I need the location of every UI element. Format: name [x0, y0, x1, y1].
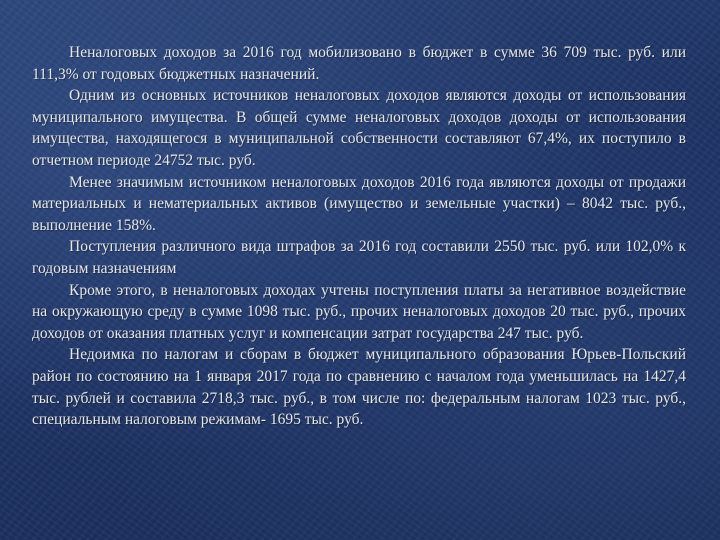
paragraph-tax-arrears: Недоимка по налогам и сборам в бюджет муниципального образования Юрьев-Польский район по состоянию на 1 января 2017 года по сравнению с началом года уменьшилась на 1427,4 тыс. рублей и составила 2718,3 тыс. руб., в том числе по: федеральным налогам 1023 тыс. руб., специальным налоговым режимам- 1695 тыс. руб.	[32, 346, 686, 429]
paragraph-nontax-income-total: Неналоговых доходов за 2016 год мобилизовано в бюджет в сумме 36 709 тыс. руб. или 111,3% от годовых бюджетных назначений.	[32, 44, 686, 83]
paragraph-asset-sales: Менее значимым источником неналоговых доходов 2016 года являются доходы от продажи материальных и нематериальных активов (имущество и земельные участки) – 8042 тыс. руб., выполнение 158%.	[32, 173, 686, 234]
paragraph-fines: Поступления различного вида штрафов за 2016 год составили 2550 тыс. руб. или 102,0% к годовым назначениям	[32, 238, 686, 277]
paragraph-property-income: Одним из основных источников неналоговых доходов являются доходы от использования муниципального имущества. В общей сумме неналоговых доходов доходы от использования имущества, находящегося в муниципальной собственности составляют 67,4%, их поступило в отчетном периоде 24752 тыс. руб.	[32, 87, 686, 169]
paragraph-other-income: Кроме этого, в неналоговых доходах учтены поступления платы за негативное воздействие на окружающую среду в сумме 1098 тыс. руб., прочих неналоговых доходов 20 тыс. руб., прочих доходов от оказания платных услуг и компенсации затрат государства 247 тыс. руб.	[32, 281, 686, 342]
slide-body	[32, 42, 686, 431]
